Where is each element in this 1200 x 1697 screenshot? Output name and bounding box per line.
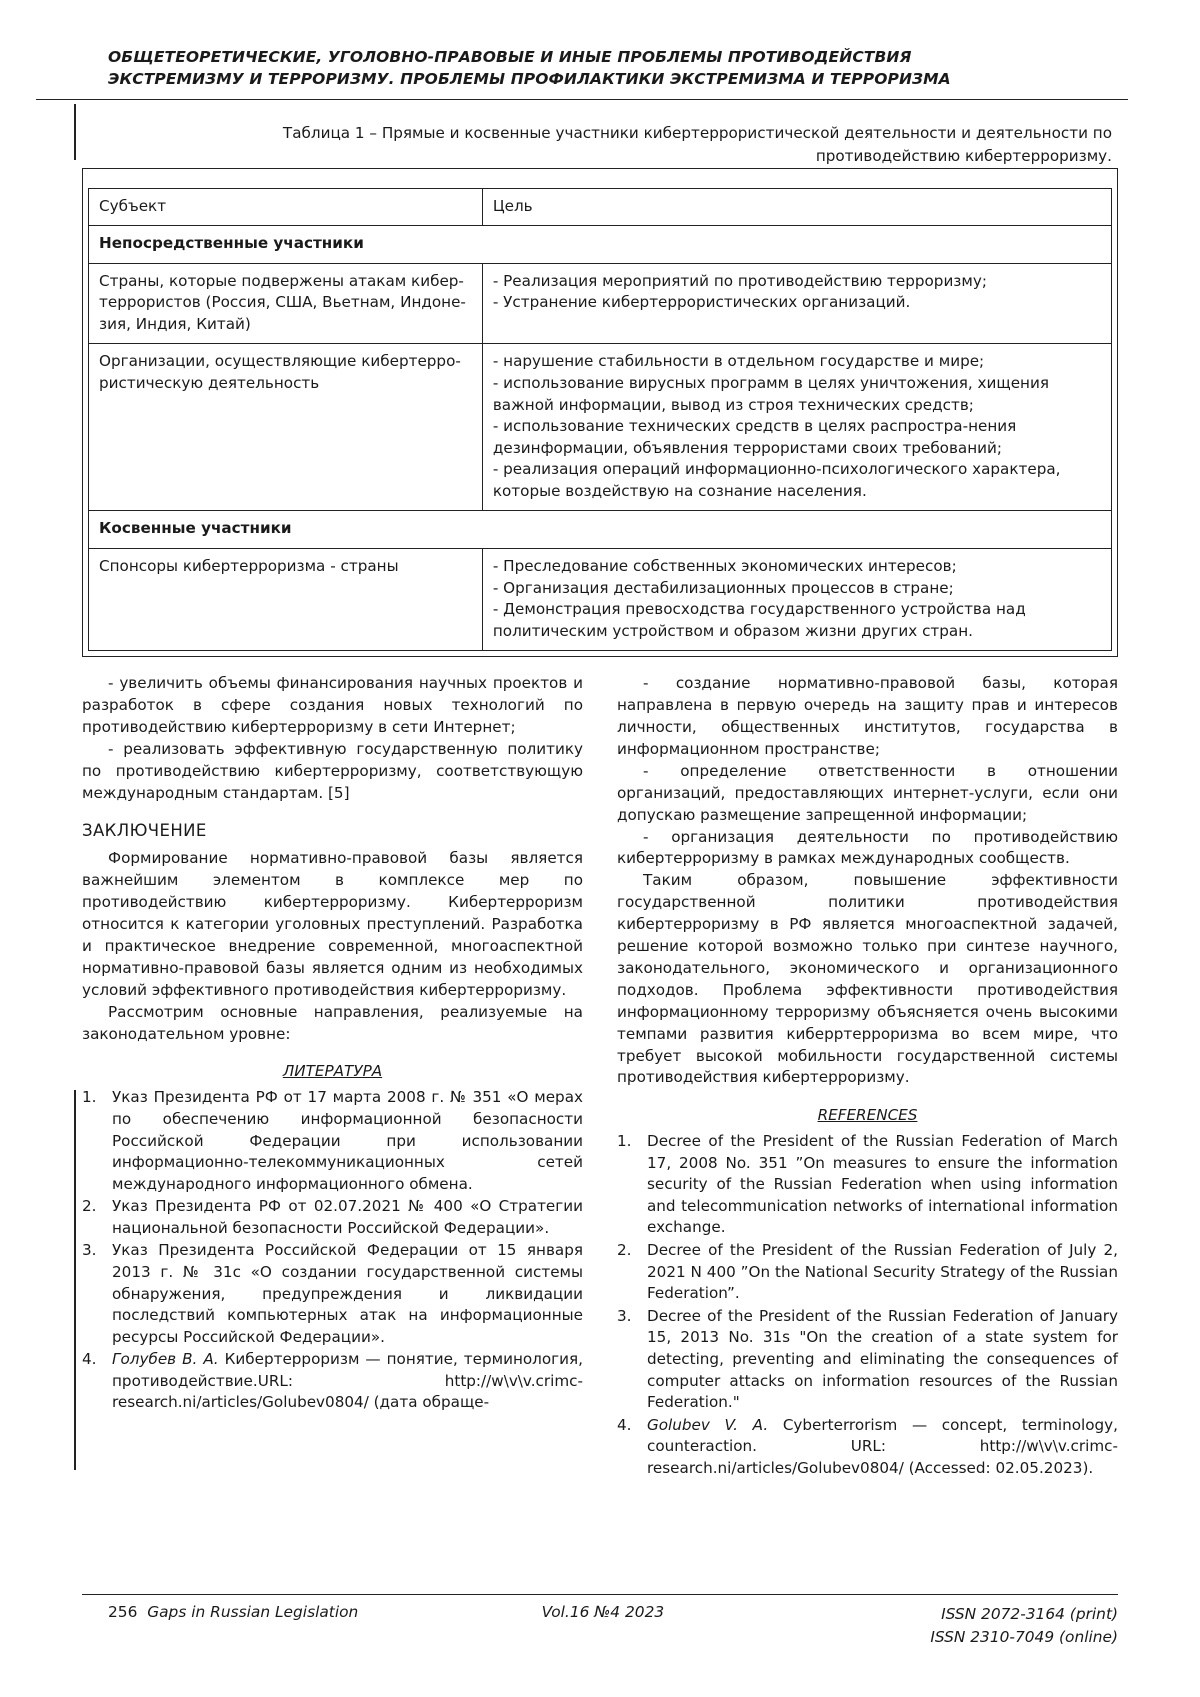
reference-item: Указ Президента Российской Федерации от 15 января 2013 г. № 31с «О создании государственной системы обнаружения, предупреждения и ликвидации последствий компьютерных атак на информационные ресурсы Российской Федерации».: [112, 1241, 583, 1346]
references-en-list: [617, 1131, 1118, 1479]
bullet-paragraph: - реализовать эффективную государственную политику по противодействию кибертерроризму, соответствующую международным стандартам. [5]: [82, 740, 583, 802]
table-header-subject: Субъект: [89, 188, 483, 226]
table-section-title-direct: Непосредственные участники: [89, 226, 1112, 264]
bullet-paragraph: - определение ответственности в отношении организаций, предоставляющих интернет-услуги, если они допускаю размещение запрещенной информации;: [617, 761, 1118, 824]
footer-right: [754, 1603, 1118, 1649]
table-row: [89, 344, 1112, 511]
bullet-paragraph: - увеличить объемы финансирования научных проектов и разработок в сфере создания новых технологий по противодействию кибертерроризму в сети Интернет;: [82, 674, 583, 737]
section-heading-conclusion: ЗАКЛЮЧЕНИЕ: [82, 820, 207, 840]
page-number: 256: [108, 1602, 138, 1621]
decorative-rule-top: [74, 104, 76, 160]
table-outer-frame: [82, 168, 1118, 658]
bullet-paragraph: - создание нормативно-правовой базы, которая направлена в первую очередь на защиту прав и интересов личности, общественных институтов, государства в информационном пространстве;: [617, 674, 1118, 759]
reference-item: Decree of the President of the Russian Federation of March 17, 2008 No. 351 ”On measures to ensure the information security of the Russian Federation when using information and telecommunication networks of international information exchange.: [647, 1132, 1118, 1237]
issn-print: ISSN 2072-3164 (print): [941, 1604, 1118, 1623]
left-column: [82, 673, 583, 1480]
body-paragraph: Таким образом, повышение эффективности государственной политики противодействия кибертерроризму в РФ является многоаспектной задачей, решение которой возможно только при синтезе научного, законодательного, экономического и организационного подходов. Проблема эффективности противодействия информационному терроризму объясняется очень высокими темпами развития киберртерроризма во всем мире, что требует высокой мобильности государственной системы противодействия кибертерроризму.: [617, 871, 1118, 1087]
table-row: [89, 263, 1112, 344]
reference-item: Указ Президента РФ от 17 марта 2008 г. № 351 «О мерах по обеспечению информационной безопасности Российской Федерации при использовании информационно-телекоммуникационных сетей международного информационного обмена.: [112, 1088, 583, 1193]
page-footer: [82, 1594, 1118, 1649]
table-row: [89, 549, 1112, 651]
body-columns: [82, 673, 1118, 1480]
table-cell-goal: - Реализация мероприятий по противодействию терроризму; - Устранение кибертеррористических организаций.: [482, 263, 1111, 344]
journal-title: Gaps in Russian Legislation: [147, 1602, 359, 1621]
reference-text: Cyberterrorism — concept, terminology, counteraction. URL: http://w\v\v.crimc-research.ni/articles/Golubev0804/ (Accessed: 02.05.2023).: [647, 1415, 1119, 1477]
table-section-row: [89, 511, 1112, 549]
references-ru-title: ЛИТЕРАТУРА: [282, 1062, 383, 1081]
reference-author: Golubev V. A.: [647, 1415, 769, 1434]
references-ru-list: [82, 1087, 583, 1414]
running-head: [82, 46, 1118, 91]
table-header-row: [89, 188, 1112, 226]
decorative-rule-bottom: [74, 1090, 76, 1470]
footer-left: [108, 1603, 451, 1621]
running-head-line-1: ОБЩЕТЕОРЕТИЧЕСКИЕ, УГОЛОВНО-ПРАВОВЫЕ И ИНЫЕ ПРОБЛЕМЫ ПРОТИВОДЕЙСТВИЯ: [108, 48, 912, 66]
reference-item: Decree of the President of the Russian Federation of January 15, 2013 No. 31s "On the creation of a state system for detecting, preventing and eliminating the consequences of computer attacks on information resources of the Russian Federation.": [647, 1306, 1118, 1412]
references-en-title: REFERENCES: [817, 1106, 918, 1125]
right-column: [617, 673, 1118, 1480]
reference-item: Указ Президента РФ от 02.07.2021 № 400 «О Стратегии национальной безопасности Российской Федерации».: [112, 1197, 583, 1237]
reference-author: Голубев В. А.: [112, 1350, 219, 1369]
table-cell-goal: - нарушение стабильности в отдельном государстве и мире; - использование вирусных программ в целях уничтожения, хищения важной информации, вывод из строя технических средств; - использование технических средств в целях распростра-нения дезинформации, объявления террористами своих требований; - реализация операций информационно-психологического характера, которые воздействую на сознание населения.: [482, 344, 1111, 511]
reference-text: Кибертерроризм — понятие, терминология, противодействие.URL: http://w\v\v.crimc-research.ni/articles/Golubev0804/ (дата обраще-: [112, 1350, 583, 1412]
reference-item: [82, 1349, 583, 1414]
body-paragraph: Формирование нормативно-правовой базы является важнейшим элементом в комплексе мер по противодействию кибертерроризму. Кибертерроризм относится к категории уголовных преступлений. Разработка и практическое внедрение современной, многоаспектной нормативно-правовой базы является одним из необходимых условий эффективного противодействия кибертерроризму.: [82, 849, 583, 999]
running-head-line-2: ЭКСТРЕМИЗМУ И ТЕРРОРИЗМУ. ПРОБЛЕМЫ ПРОФИЛАКТИКИ ЭКСТРЕМИЗМА И ТЕРРОРИЗМА: [108, 70, 951, 89]
participants-table: [88, 188, 1112, 652]
table-cell-subject: Спонсоры кибертерроризма - страны: [89, 549, 483, 651]
table-caption: Таблица 1 – Прямые и косвенные участники кибертеррористической деятельности и деятельности по противодействию кибертерроризму.: [282, 123, 1112, 165]
header-divider: [36, 99, 1128, 100]
table-cell-subject: Страны, которые подвержены атакам кибер-террористов (Россия, США, Вьетнам, Индоне-зия, Индия, Китай): [89, 263, 483, 344]
table-section-title-indirect: Косвенные участники: [89, 511, 1112, 549]
body-paragraph: Рассмотрим основные направления, реализуемые на законодательном уровне:: [82, 1002, 583, 1043]
reference-item: Decree of the President of the Russian Federation of July 2, 2021 N 400 ”On the National Security Strategy of the Russian Federation”.: [647, 1241, 1118, 1303]
reference-item: [617, 1415, 1118, 1480]
table-cell-subject: Организации, осуществляющие кибертерро-ристическую деятельность: [89, 344, 483, 511]
issn-online: ISSN 2310-7049 (online): [930, 1627, 1118, 1646]
volume-info: Vol.16 №4 2023: [541, 1602, 665, 1621]
table-section-row: [89, 226, 1112, 264]
footer-divider: [82, 1594, 1118, 1595]
table-header-goal: Цель: [482, 188, 1111, 226]
table-cell-goal: - Преследование собственных экономических интересов; - Организация дестабилизационных процессов в стране; - Демонстрация превосходства государственного устройства над политическим устройством и образом жизни других стран.: [482, 549, 1111, 651]
bullet-paragraph: - организация деятельности по противодействию кибертерроризму в рамках международных сообществ.: [617, 827, 1118, 868]
